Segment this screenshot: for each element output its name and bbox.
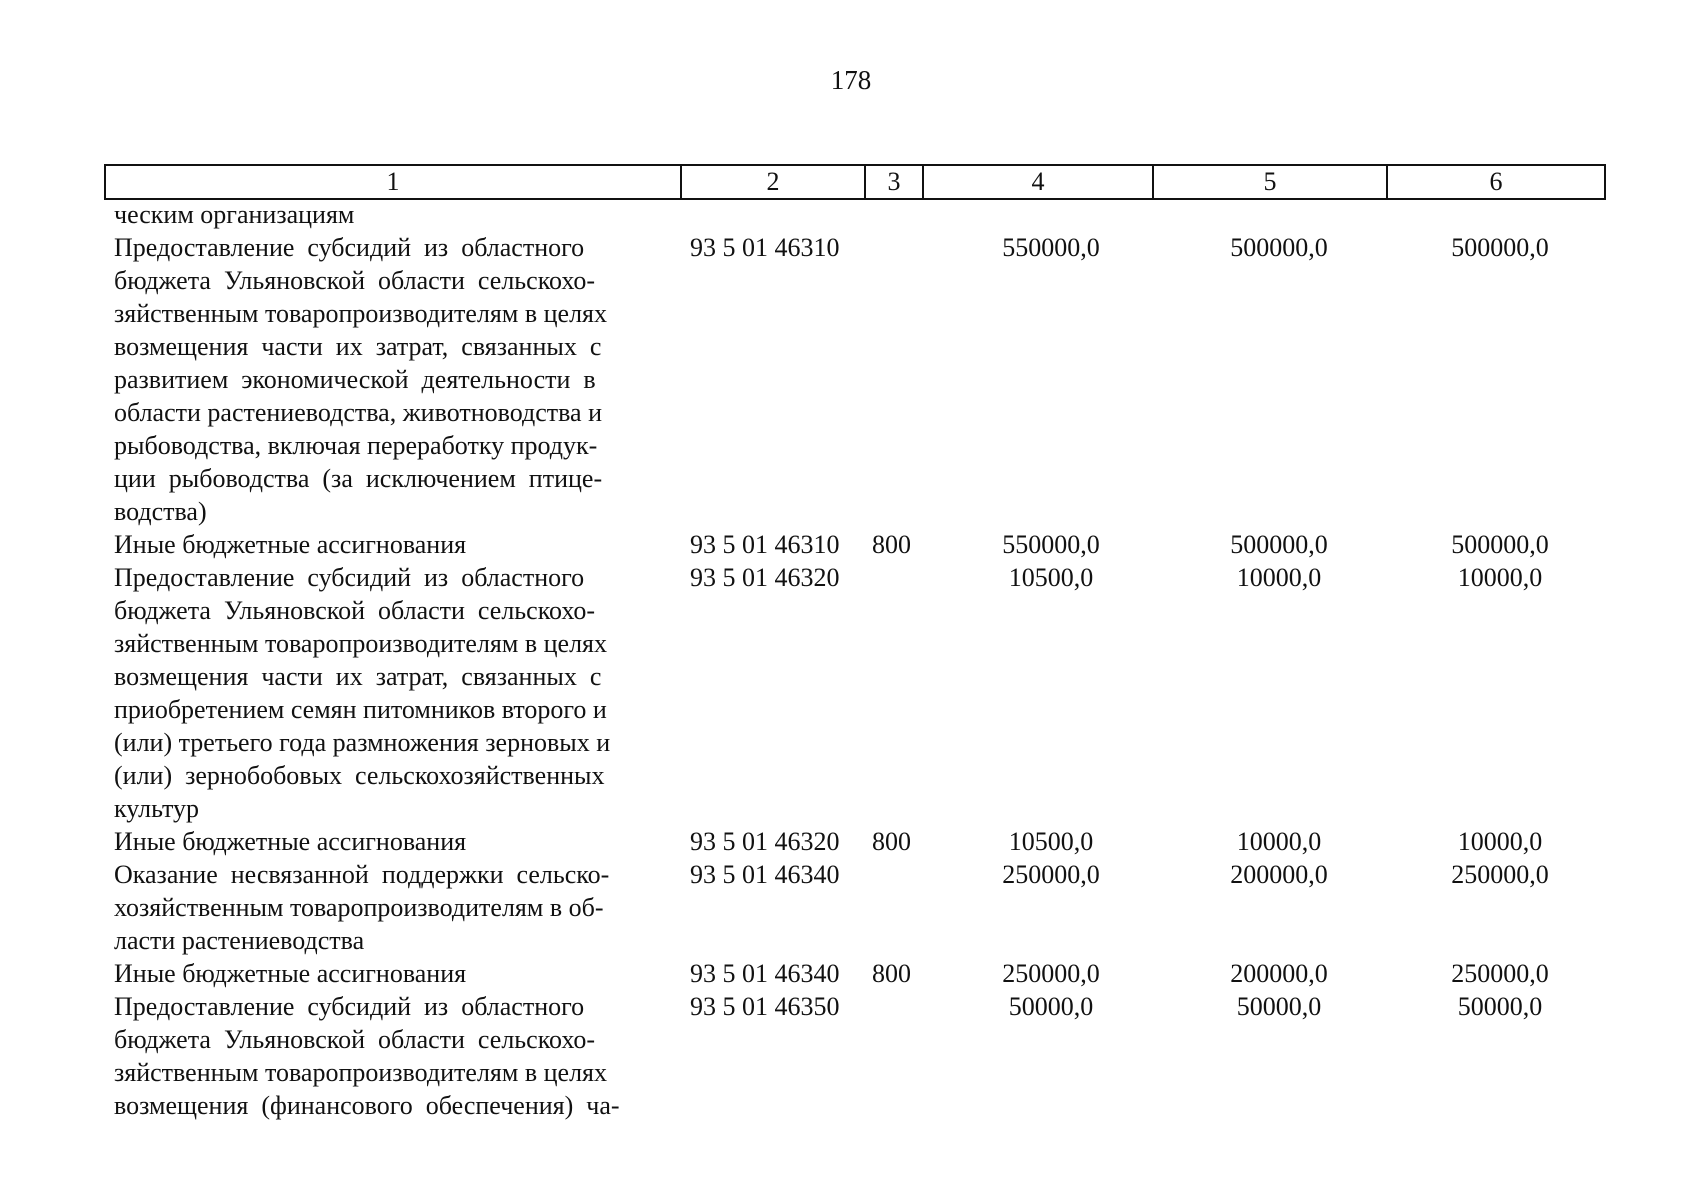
amount-col-5: 500000,0 — [1230, 530, 1328, 559]
target-code: 93 5 01 46340 — [690, 959, 840, 988]
amount-col-6: 250000,0 — [1451, 959, 1549, 988]
amount-col-4: 50000,0 — [1008, 992, 1094, 1021]
table-row — [104, 231, 1604, 528]
description-line: Предоставление субсидий из областного — [114, 563, 585, 592]
page-number: 178 — [830, 65, 872, 95]
column-header-3: 3 — [865, 165, 923, 199]
description-line: (или) зернобобовых сельскохозяйственных — [114, 761, 605, 790]
description-line: бюджета Ульяновской области сельскохо- — [114, 1025, 596, 1054]
column-header-table — [104, 164, 1606, 200]
description-line: области растениеводства, животноводства и — [114, 398, 602, 427]
amount-col-6: 10000,0 — [1457, 827, 1543, 856]
description-line: зяйственным товаропроизводителям в целях — [114, 629, 607, 658]
row-description — [104, 561, 670, 825]
column-header-6: 6 — [1387, 165, 1605, 199]
description-line: бюджета Ульяновской области сельскохо- — [114, 596, 596, 625]
description-line: зяйственным товаропроизводителям в целях — [114, 299, 607, 328]
table-row — [104, 990, 1604, 1122]
table-row — [104, 198, 1604, 231]
row-description — [104, 825, 670, 858]
table-row — [104, 957, 1604, 990]
row-description — [104, 957, 670, 990]
amount-col-4: 550000,0 — [1002, 530, 1100, 559]
row-description — [104, 528, 670, 561]
description-line: (или) третьего года размножения зерновых и — [114, 728, 611, 757]
description-line: Иные бюджетные ассигнования — [114, 959, 467, 988]
description-line: ческим организациям — [114, 200, 355, 229]
row-description — [104, 990, 670, 1122]
column-header-5: 5 — [1153, 165, 1387, 199]
description-line: Иные бюджетные ассигнования — [114, 827, 467, 856]
budget-table-body — [104, 198, 1604, 1122]
table-row — [104, 528, 1604, 561]
column-header-1: 1 — [105, 165, 681, 199]
description-line: зяйственным товаропроизводителям в целях — [114, 1058, 607, 1087]
table-row — [104, 858, 1604, 957]
description-line: ции рыбоводства (за исключением птице- — [114, 464, 603, 493]
description-line: рыбоводства, включая переработку продук- — [114, 431, 598, 460]
description-line: водства) — [114, 497, 207, 526]
target-code: 93 5 01 46310 — [690, 530, 840, 559]
expense-type: 800 — [872, 827, 911, 856]
column-header-4: 4 — [923, 165, 1153, 199]
expense-type: 800 — [872, 530, 911, 559]
table-row — [104, 825, 1604, 858]
amount-col-5: 50000,0 — [1236, 992, 1322, 1021]
target-code: 93 5 01 46320 — [690, 827, 840, 856]
amount-col-5: 10000,0 — [1236, 563, 1322, 592]
row-description — [104, 198, 670, 231]
amount-col-5: 10000,0 — [1236, 827, 1322, 856]
amount-col-6: 10000,0 — [1457, 563, 1543, 592]
amount-col-6: 50000,0 — [1457, 992, 1543, 1021]
description-line: Оказание несвязанной поддержки сельско- — [114, 860, 610, 889]
amount-col-6: 500000,0 — [1451, 530, 1549, 559]
description-line: Предоставление субсидий из областного — [114, 992, 585, 1021]
expense-type: 800 — [872, 959, 911, 988]
target-code: 93 5 01 46320 — [690, 563, 840, 592]
table-row — [104, 561, 1604, 825]
target-code: 93 5 01 46340 — [690, 860, 840, 889]
target-code: 93 5 01 46310 — [690, 233, 840, 262]
amount-col-6: 250000,0 — [1451, 860, 1549, 889]
description-line: хозяйственным товаропроизводителям в об- — [114, 893, 604, 922]
description-line: приобретением семян питомников второго и — [114, 695, 607, 724]
row-description — [104, 858, 670, 957]
amount-col-4: 10500,0 — [1008, 827, 1094, 856]
description-line: Предоставление субсидий из областного — [114, 233, 585, 262]
description-line: бюджета Ульяновской области сельскохо- — [114, 266, 596, 295]
amount-col-5: 200000,0 — [1230, 959, 1328, 988]
amount-col-4: 550000,0 — [1002, 233, 1100, 262]
amount-col-5: 200000,0 — [1230, 860, 1328, 889]
description-line: возмещения части их затрат, связанных с — [114, 662, 602, 691]
column-header-row — [105, 165, 1605, 199]
description-line: ласти растениеводства — [114, 926, 365, 955]
column-header-2: 2 — [681, 165, 865, 199]
amount-col-4: 250000,0 — [1002, 860, 1100, 889]
amount-col-6: 500000,0 — [1451, 233, 1549, 262]
amount-col-5: 500000,0 — [1230, 233, 1328, 262]
target-code: 93 5 01 46350 — [690, 992, 840, 1021]
row-description — [104, 231, 670, 528]
description-line: культур — [114, 794, 199, 823]
description-line: возмещения (финансового обеспечения) ча- — [114, 1091, 620, 1120]
amount-col-4: 10500,0 — [1008, 563, 1094, 592]
description-line: возмещения части их затрат, связанных с — [114, 332, 602, 361]
amount-col-4: 250000,0 — [1002, 959, 1100, 988]
description-line: развитием экономической деятельности в — [114, 365, 596, 394]
description-line: Иные бюджетные ассигнования — [114, 530, 467, 559]
